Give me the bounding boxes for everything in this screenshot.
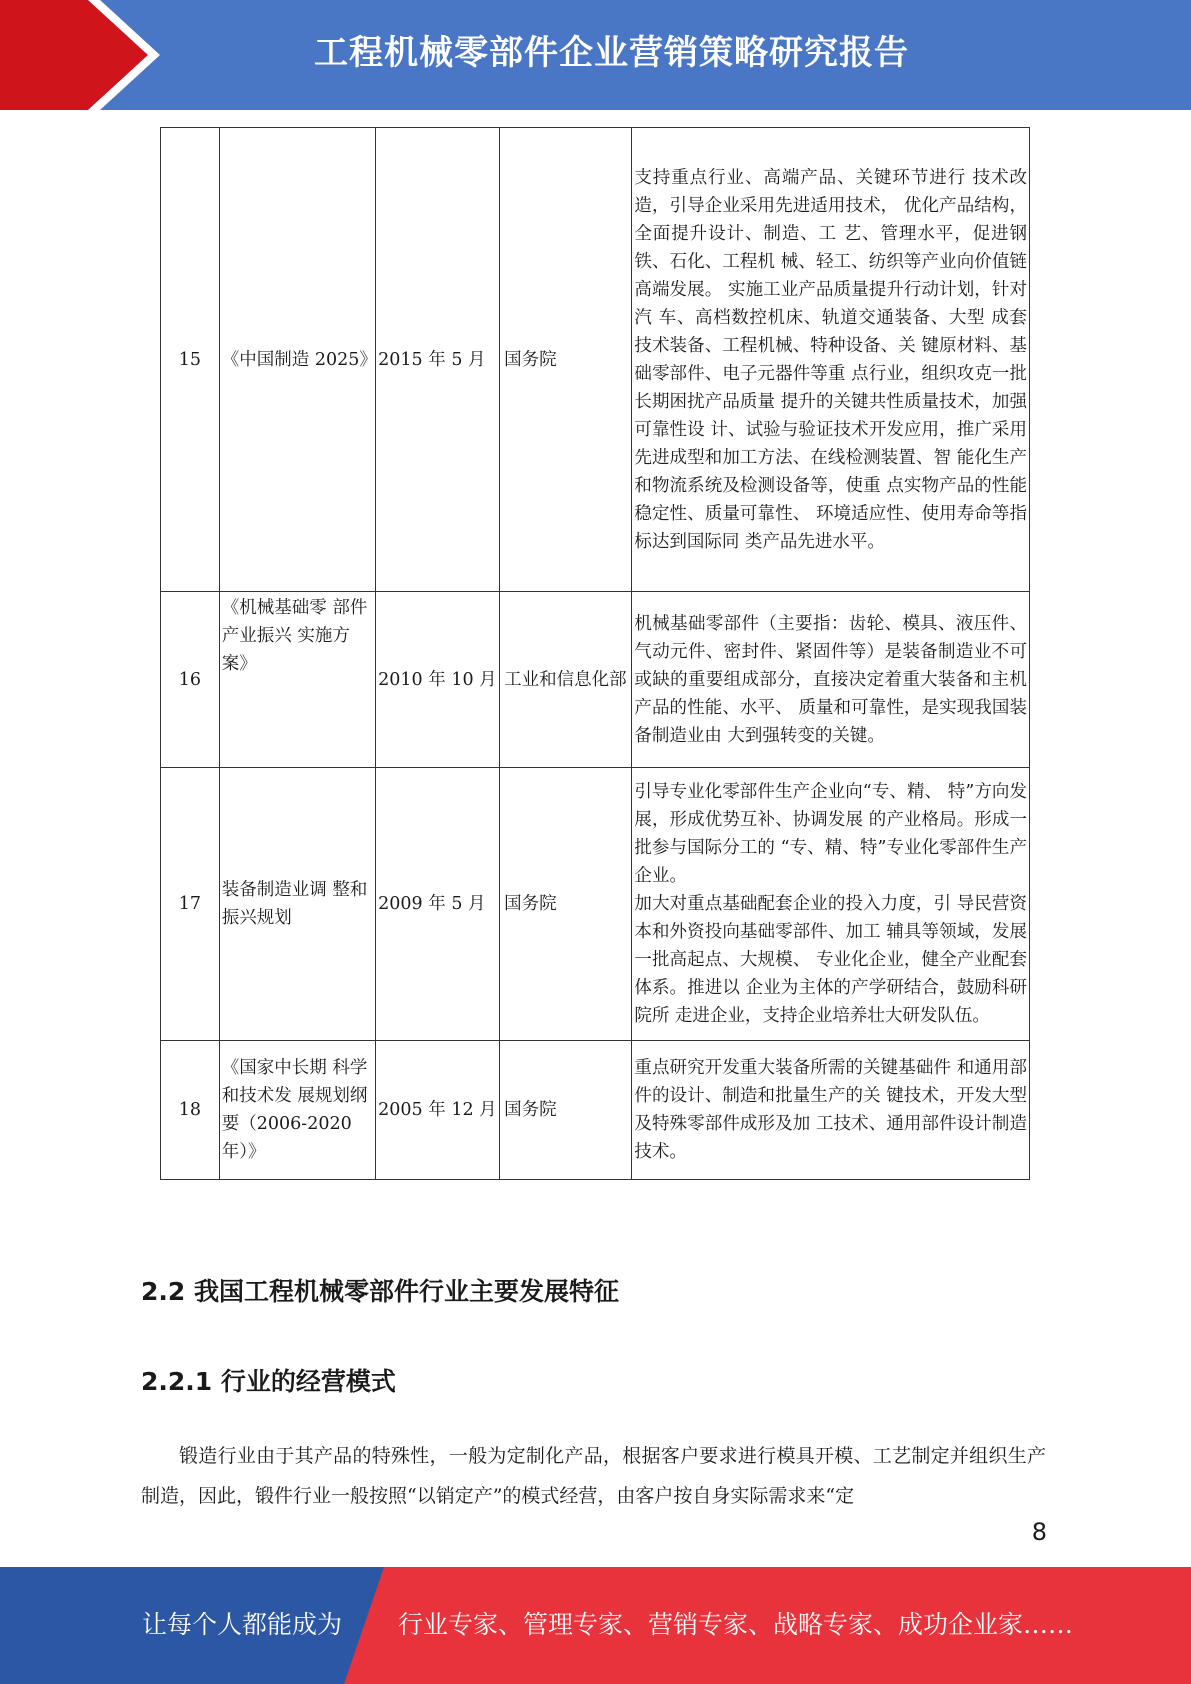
row-number: 16 bbox=[161, 592, 220, 768]
section-heading: 2.2 我国工程机械零部件行业主要发展特征 bbox=[141, 1277, 619, 1306]
body-paragraph: 锻造行业由于其产品的特殊性，一般为定制化产品，根据客户要求进行模具开模、工艺制定并组织生产制造，因此，锻件行业一般按照“以销定产”的模式经营，由客户按自身实际需求来“定 bbox=[141, 1445, 1046, 1507]
policy-name: 《机械基础零 部件产业振兴 实施方案》 bbox=[219, 592, 375, 768]
page-footer bbox=[0, 1567, 1191, 1684]
table-row bbox=[161, 592, 1030, 768]
table-row bbox=[161, 768, 1030, 1041]
policy-name: 装备制造业调 整和振兴规划 bbox=[219, 768, 375, 1041]
row-number: 18 bbox=[161, 1041, 220, 1180]
row-number: 17 bbox=[161, 768, 220, 1041]
issuing-body: 国务院 bbox=[500, 1041, 632, 1180]
description-paragraph: 机械基础零部件（主要指：齿轮、模具、液压件、气动元件、密封件、紧固件等）是装备制造业不可或缺的重要组成部分，直接决定着重大装备和主机产品的性能、水平、 质量和可靠性，是实现我国装备制造业由 大到强转变的关键。 bbox=[634, 613, 1027, 746]
description-paragraph: 引导专业化零部件生产企业向“专、精、 特”方向发展，形成优势互补、协调发展 的产业格局。形成一批参与国际分工的 “专、精、特”专业化零部件生产企业。 bbox=[634, 782, 1027, 886]
row-number: 15 bbox=[161, 128, 220, 592]
policy-description bbox=[632, 128, 1030, 592]
issue-date: 2009 年 5 月 bbox=[376, 768, 500, 1041]
policy-description bbox=[632, 1041, 1030, 1180]
policy-name: 《中国制造 2025》 bbox=[219, 128, 375, 592]
description-paragraph: 支持重点行业、高端产品、关键环节进行 技术改造，引导企业采用先进适用技术， 优化产品结构，全面提升设计、制造、工 艺、管理水平，促进钢铁、石化、工程机 械、轻工、纺织等产业向价值链高端发展。 实施工业产品质量提升行动计划，针对汽 车、高档数控机床、轨道交通装备、大型 成套技术装备、工程机械、特种设备、关 键原材料、基础零部件、电子元器件等重 点行业，组织攻克一批长期困扰产品质量 提升的关键共性质量技术，加强可靠性设 计、试验与验证技术开发应用，推广采用 先进成型和加工方法、在线检测装置、智 能化生产和物流系统及检测设备等，使重 点实物产品的性能稳定性、质量可靠性、 环境适应性、使用寿命等指标达到国际同 类产品先进水平。 bbox=[634, 167, 1027, 552]
subsection-heading: 2.2.1 行业的经营模式 bbox=[141, 1367, 396, 1396]
policy-description bbox=[632, 768, 1030, 1041]
issue-date: 2010 年 10 月 bbox=[376, 592, 500, 768]
policy-name: 《国家中长期 科学和技术发 展规划纲要（2006-2020 年）》 bbox=[219, 1041, 375, 1180]
description-paragraph: 加大对重点基础配套企业的投入力度，引 导民营资本和外资投向基础零部件、加工 辅具等领域，发展一批高起点、大规模、 专业化企业，健全产业配套体系。推进以 企业为主体的产学研结合，鼓励科研院所 走进企业，支持企业培养壮大研发队伍。 bbox=[634, 894, 1027, 1026]
table-row bbox=[161, 1041, 1030, 1180]
footer-slogan-left: 让每个人都能成为 bbox=[142, 1610, 343, 1639]
description-paragraph: 重点研究开发重大装备所需的关键基础件 和通用部件的设计、制造和批量生产的关 键技术，开发大型及特殊零部件成形及加 工技术、通用部件设计制造技术。 bbox=[634, 1058, 1027, 1162]
page-header bbox=[0, 0, 1191, 110]
footer-slogan-right: 行业专家、管理专家、营销专家、战略专家、成功企业家…… bbox=[398, 1610, 1074, 1639]
policy-table bbox=[160, 127, 1030, 1180]
page-number: 8 bbox=[1031, 1518, 1047, 1546]
report-title: 工程机械零部件企业营销策略研究报告 bbox=[314, 33, 909, 73]
issuing-body: 国务院 bbox=[500, 768, 632, 1041]
issue-date: 2015 年 5 月 bbox=[376, 128, 500, 592]
table-row bbox=[161, 128, 1030, 592]
policy-description bbox=[632, 592, 1030, 768]
issue-date: 2005 年 12 月 bbox=[376, 1041, 500, 1180]
issuing-body: 国务院 bbox=[500, 128, 632, 592]
issuing-body: 工业和信息化部 bbox=[500, 592, 632, 768]
